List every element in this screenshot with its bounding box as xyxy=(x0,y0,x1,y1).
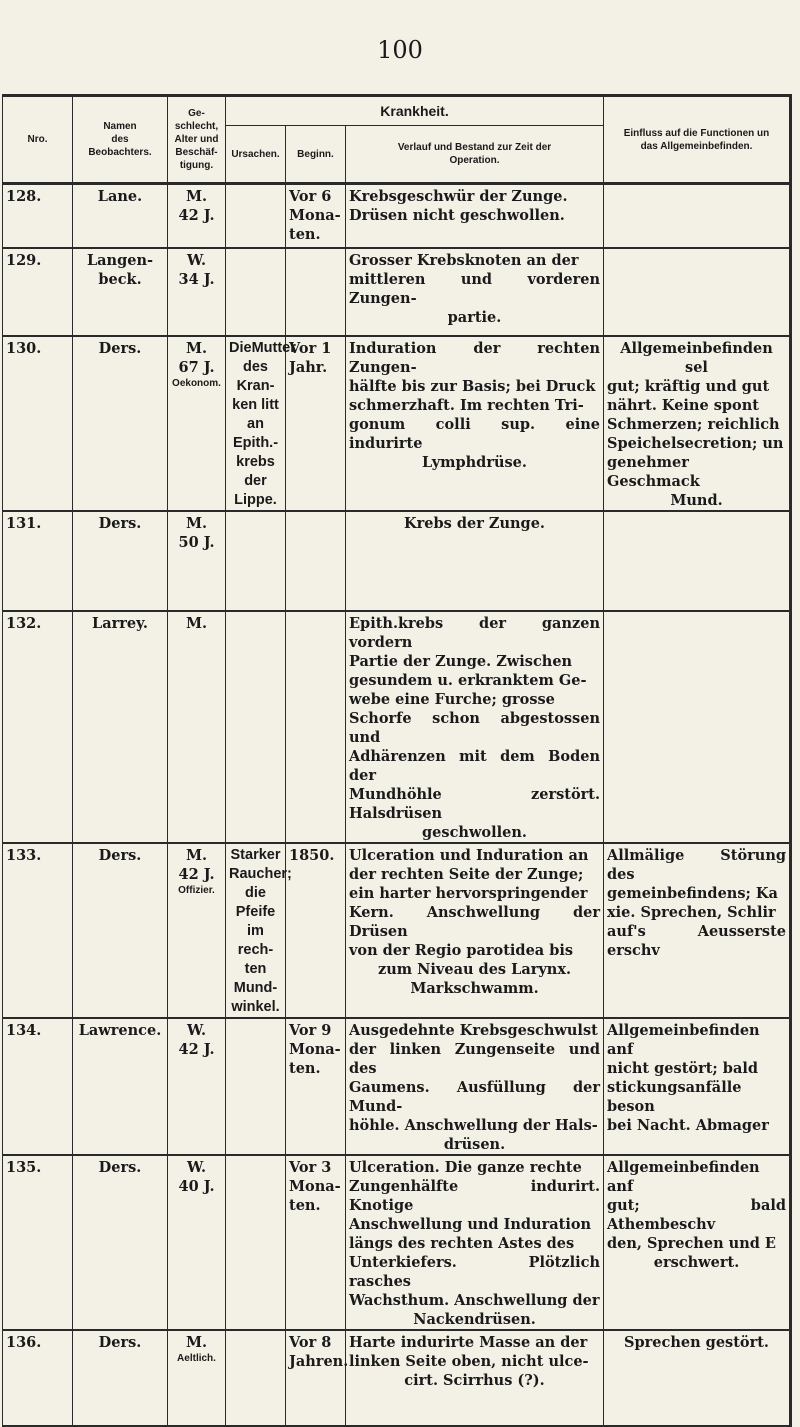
cell-geschlecht: M. xyxy=(168,611,226,843)
header-verlauf: Verlauf und Bestand zur Zeit der Operation. xyxy=(346,126,604,184)
cell-ursachen xyxy=(226,1018,286,1155)
table-row xyxy=(3,1018,791,1155)
cell-ursachen xyxy=(226,511,286,611)
cell-einfluss: Allgemeinbefinden sel gut; kräftig und gut nährt. Keine spont Schmerzen; reichlich Speichelsecretion; un genehmer Geschmack Mund. xyxy=(604,336,791,511)
cell-verlauf: Ulceration. Die ganze rechte Zungenhälfte indurirt. Knotige Anschwellung und Induration längs des rechten Astes des Unterkiefers. Plötzlich rasches Wachsthum. Anschwellung der Nackendrüsen. xyxy=(346,1155,604,1330)
cell-nro: 133. xyxy=(3,843,73,1018)
cell-name: Ders. xyxy=(73,1330,168,1426)
cell-geschlecht: M. Aeltlich. xyxy=(168,1330,226,1426)
table-row xyxy=(3,336,791,511)
cell-name: Lane. xyxy=(73,184,168,248)
cell-einfluss xyxy=(604,611,791,843)
cell-verlauf: Krebs der Zunge. xyxy=(346,511,604,611)
cell-geschlecht: M. 50 J. xyxy=(168,511,226,611)
header-beginn: Beginn. xyxy=(286,126,346,184)
cell-beginn xyxy=(286,511,346,611)
cell-ursachen xyxy=(226,184,286,248)
table-row xyxy=(3,843,791,1018)
cell-geschlecht: M. 42 J. xyxy=(168,184,226,248)
cell-nro: 131. xyxy=(3,511,73,611)
cell-name: Ders. xyxy=(73,1155,168,1330)
header-einfluss: Einfluss auf die Functionen un das Allgemeinbefinden. xyxy=(604,96,791,184)
cell-nro: 128. xyxy=(3,184,73,248)
cell-verlauf: Ulceration und Induration an der rechten Seite der Zunge; ein harter hervorspringender Kern. Anschwellung der Drüsen von der Regio parotidea bis zum Niveau des Larynx. Markschwamm. xyxy=(346,843,604,1018)
cell-name: Ders. xyxy=(73,511,168,611)
cell-name: Langen- beck. xyxy=(73,248,168,336)
cell-einfluss: Allgemeinbefinden anf gut; bald Athembeschv den, Sprechen und E erschwert. xyxy=(604,1155,791,1330)
cell-beginn xyxy=(286,611,346,843)
cell-name: Ders. xyxy=(73,336,168,511)
cell-einfluss xyxy=(604,184,791,248)
cell-beginn: Vor 3 Mona- ten. xyxy=(286,1155,346,1330)
cell-beginn: Vor 6 Mona- ten. xyxy=(286,184,346,248)
cell-verlauf: Ausgedehnte Krebsgeschwulst der linken Zungenseite und des Gaumens. Ausfüllung der Mund- höhle. Anschwellung der Hals- drüsen. xyxy=(346,1018,604,1155)
cell-ursachen xyxy=(226,1330,286,1426)
cell-beginn: 1850. xyxy=(286,843,346,1018)
cell-nro: 134. xyxy=(3,1018,73,1155)
table-row xyxy=(3,1330,791,1426)
cell-beginn: Vor 8 Jahren. xyxy=(286,1330,346,1426)
cell-nro: 136. xyxy=(3,1330,73,1426)
table-row xyxy=(3,611,791,843)
cell-einfluss xyxy=(604,511,791,611)
cell-beginn: Vor 9 Mona- ten. xyxy=(286,1018,346,1155)
cell-geschlecht: W. 42 J. xyxy=(168,1018,226,1155)
cell-verlauf: Induration der rechten Zungen- hälfte bis zur Basis; bei Druck schmerzhaft. Im rechten Tri- gonum colli sup. eine indurirte Lymphdrüse. xyxy=(346,336,604,511)
cell-name: Larrey. xyxy=(73,611,168,843)
case-table xyxy=(2,94,792,1427)
cell-einfluss: Allgemeinbefinden anf nicht gestört; bald stickungsanfälle beson bei Nacht. Abmager xyxy=(604,1018,791,1155)
table-row xyxy=(3,184,791,248)
table-row xyxy=(3,1155,791,1330)
table-row xyxy=(3,511,791,611)
cell-ursachen xyxy=(226,248,286,336)
cell-nro: 135. xyxy=(3,1155,73,1330)
cell-verlauf: Krebsgeschwür der Zunge. Drüsen nicht geschwollen. xyxy=(346,184,604,248)
cell-einfluss xyxy=(604,248,791,336)
header-ursachen: Ursachen. xyxy=(226,126,286,184)
cell-name: Ders. xyxy=(73,843,168,1018)
cell-geschlecht: W. 40 J. xyxy=(168,1155,226,1330)
header-krankheit: Krankheit. xyxy=(226,96,604,126)
table-row xyxy=(3,248,791,336)
cell-ursachen xyxy=(226,1155,286,1330)
cell-ursachen xyxy=(226,611,286,843)
page-number: 100 xyxy=(377,36,423,64)
cell-ursachen: DieMutter des Kran- ken litt an Epith.- krebs der Lippe. xyxy=(226,336,286,511)
cell-verlauf: Harte indurirte Masse an der linken Seite oben, nicht ulce- cirt. Scirrhus (?). xyxy=(346,1330,604,1426)
cell-ursachen: Starker Raucher; die Pfeife im rech- ten Mund- winkel. xyxy=(226,843,286,1018)
cell-beginn xyxy=(286,248,346,336)
cell-nro: 129. xyxy=(3,248,73,336)
cell-name: Lawrence. xyxy=(73,1018,168,1155)
cell-beginn: Vor 1 Jahr. xyxy=(286,336,346,511)
header-nro: Nro. xyxy=(3,96,73,184)
header-geschlecht: Ge- schlecht, Alter und Beschäf- tigung. xyxy=(168,96,226,184)
cell-verlauf: Epith.krebs der ganzen vordern Partie der Zunge. Zwischen gesundem u. erkranktem Ge- webe eine Furche; grosse Schorfe schon abgestossen und Adhärenzen mit dem Boden der Mundhöhle zerstört. Halsdrüsen geschwollen. xyxy=(346,611,604,843)
cell-nro: 130. xyxy=(3,336,73,511)
cell-einfluss: Sprechen gestört. xyxy=(604,1330,791,1426)
cell-verlauf: Grosser Krebsknoten an der mittleren und vorderen Zungen- partie. xyxy=(346,248,604,336)
cell-nro: 132. xyxy=(3,611,73,843)
cell-geschlecht: W. 34 J. xyxy=(168,248,226,336)
cell-einfluss: Allmälige Störung des gemeinbefindens; Ka xie. Sprechen, Schlir auf's Aeusserste erschv xyxy=(604,843,791,1018)
cell-geschlecht: M. 67 J. Oekonom. xyxy=(168,336,226,511)
header-namen: Namen des Beobachters. xyxy=(73,96,168,184)
cell-geschlecht: M. 42 J. Offizier. xyxy=(168,843,226,1018)
